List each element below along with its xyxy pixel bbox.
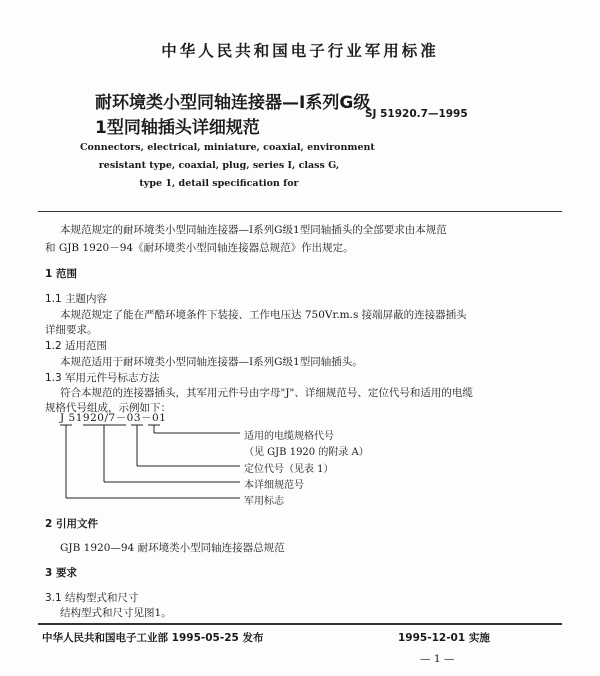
section-1-3-body-1: 符合本规范的连接器插头，其军用元件号由字母"J"、详细规范号、定位代号和适用的电缆 (60, 387, 473, 399)
title-line-2: 1型同轴插头详细规范 (95, 118, 260, 138)
standard-number: SJ 51920.7—1995 (365, 108, 468, 120)
section-1-1-body-2: 详细要求。 (45, 324, 98, 336)
reference-document: GJB 1920—94 耐环境类小型同轴连接器总规范 (60, 542, 285, 554)
english-title-line-3: type 1, detail specification for (139, 178, 299, 189)
code-example: J 51920/7－03－01 (60, 412, 167, 424)
intro-line-2: 和 GJB 1920－94《耐环境类小型同轴连接器总规范》作出规定。 (45, 242, 354, 254)
label-position-code: 定位代号（见表 1） (244, 464, 334, 475)
section-1-heading: 1 范围 (45, 268, 77, 280)
section-3-1-body: 结构型式和尺寸见图1。 (60, 607, 172, 619)
label-cable-appendix: （见 GJB 1920 的附录 A） (244, 447, 369, 458)
document-header: 中华人民共和国电子行业军用标准 (161, 42, 439, 60)
english-title-line-1: Connectors, electrical, miniature, coaxial, environment (80, 142, 375, 153)
label-military-mark: 军用标志 (244, 496, 284, 507)
section-3-1-heading: 3.1 结构型式和尺寸 (45, 592, 139, 604)
label-cable-code: 适用的电缆规格代号 (244, 431, 334, 442)
page-number: — 1 — (420, 653, 455, 665)
footer-rule (38, 623, 562, 625)
section-1-3-heading: 1.3 军用元件号标志方法 (45, 372, 160, 384)
section-2-heading: 2 引用文件 (45, 518, 98, 530)
intro-line-1: 本规范规定的耐环境类小型同轴连接器—Ⅰ系列G级1型同轴插头的全部要求由本规范 (60, 224, 447, 236)
footer-issued: 中华人民共和国电子工业部 1995-05-25 发布 (42, 632, 264, 644)
footer-effective: 1995-12-01 实施 (398, 632, 490, 644)
section-1-3-body-2: 规格代号组成，示例如下： (45, 402, 171, 414)
section-1-2-body: 本规范适用于耐环境类小型同轴连接器—Ⅰ系列G级1型同轴插头。 (60, 356, 363, 368)
section-1-1-heading: 1.1 主题内容 (45, 293, 108, 305)
title-line-1: 耐环境类小型同轴连接器—Ⅰ系列G级 (95, 93, 371, 113)
section-3-heading: 3 要求 (45, 567, 77, 579)
english-title-line-2: resistant type, coaxial, plug, series Ⅰ, class G, (98, 160, 340, 171)
label-spec-number: 本详细规范号 (244, 480, 304, 491)
section-1-1-body-1: 本规范规定了能在严酷环境条件下装接、工作电压达 750Vr.m.s 接端屏蔽的连接器插头 (60, 309, 467, 321)
section-1-2-heading: 1.2 适用范围 (45, 340, 108, 352)
